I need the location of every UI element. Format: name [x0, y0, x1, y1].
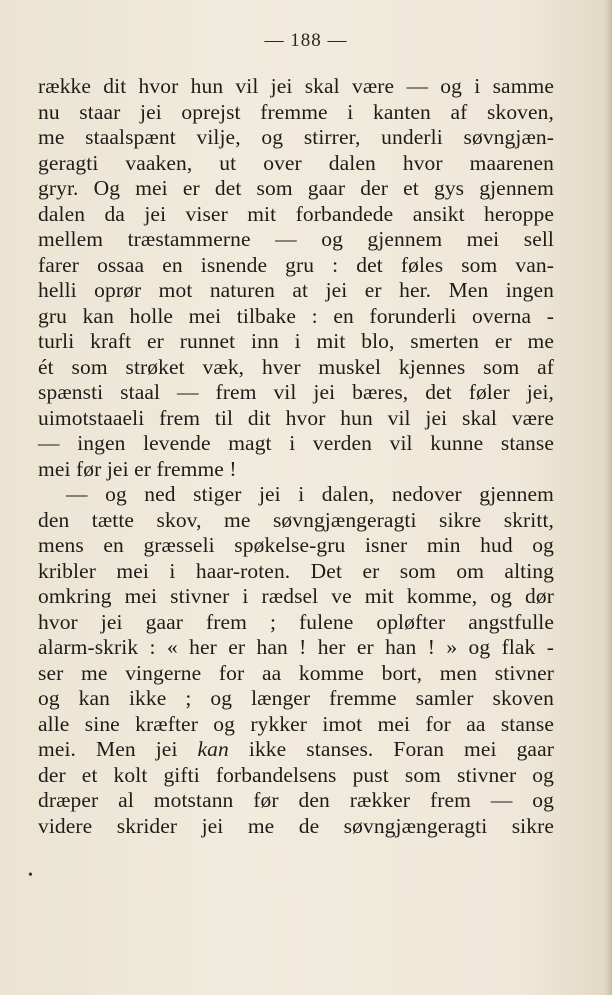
text-line: række dit hvor hun vil jei skal være — og i samme	[38, 74, 554, 98]
italic-word: kan	[197, 737, 229, 761]
page-number: — 188 —	[264, 30, 348, 51]
text-line: hvor jei gaar frem ; fulene opløfter angstfulle	[38, 609, 554, 634]
text-line: mellem træstammerne — og gjennem mei sell	[38, 227, 554, 251]
text-line: der et kolt gifti forbandelsens pust som stivner og	[38, 762, 554, 787]
text-line: og kan ikke ; og længer fremme samler skoven	[38, 686, 554, 710]
text-line: farer ossaa en isnende gru : det føles som van-	[38, 252, 554, 277]
text-line: videre skrider jei me de søvngjængeragti sikre	[38, 813, 554, 838]
text-line: gru kan holle mei tilbake : en forunderli overna -	[38, 303, 554, 328]
text-line: uimotstaaeli frem til dit hvor hun vil jei skal være	[38, 405, 554, 430]
text-line: alarm-skrik : « her er han ! her er han ! » og flak -	[38, 635, 554, 659]
text-line: den tætte skov, me søvngjængeragti sikre skritt,	[38, 507, 554, 532]
text-line: ét som strøket væk, hver muskel kjennes som af	[38, 354, 554, 379]
text-line: geragti vaaken, ut over dalen hvor maarenen	[38, 150, 554, 175]
text-line: spænsti staal — frem vil jei bæres, det føler jei,	[38, 380, 554, 404]
body-text	[38, 74, 554, 839]
paragraph-start-line: — og ned stiger jei i dalen, nedover gjennem	[66, 482, 554, 506]
text-line: omkring mei stivner i rædsel ve mit komme, og dør	[38, 584, 554, 608]
text-segment: ikke stanses. Foran mei gaar	[228, 737, 554, 761]
paragraph-end-line: mei før jei er fremme !	[38, 456, 237, 481]
text-line: kribler mei i haar-roten. Det er som om alting	[38, 558, 554, 583]
text-line: helli oprør mot naturen at jei er her. Men ingen	[38, 278, 554, 302]
text-line: gryr. Og mei er det som gaar der et gys gjennem	[38, 176, 554, 200]
text-line: — ingen levende magt i verden vil kunne stanse	[38, 431, 554, 455]
page-edge-shadow	[604, 0, 612, 995]
text-line: me staalspænt vilje, og stirrer, underli søvngjæn-	[38, 125, 554, 149]
text-segment: mei. Men jei	[38, 737, 198, 761]
text-line: alle sine kræfter og rykker imot mei for aa stanse	[38, 711, 554, 736]
text-line: turli kraft er runnet inn i mit blo, smerten er me	[38, 329, 554, 353]
margin-dot-mark: •	[28, 868, 33, 883]
text-line: nu staar jei oprejst fremme i kanten af skoven,	[38, 99, 554, 124]
text-line: dræper al motstann før den rækker frem — og	[38, 788, 554, 812]
text-line: ser me vingerne for aa komme bort, men stivner	[38, 660, 554, 685]
text-line-with-italic	[38, 737, 554, 763]
text-line: dalen da jei viser mit forbandede ansikt heroppe	[38, 201, 554, 226]
text-line: mens en græsseli spøkelse-gru isner min hud og	[38, 533, 554, 557]
